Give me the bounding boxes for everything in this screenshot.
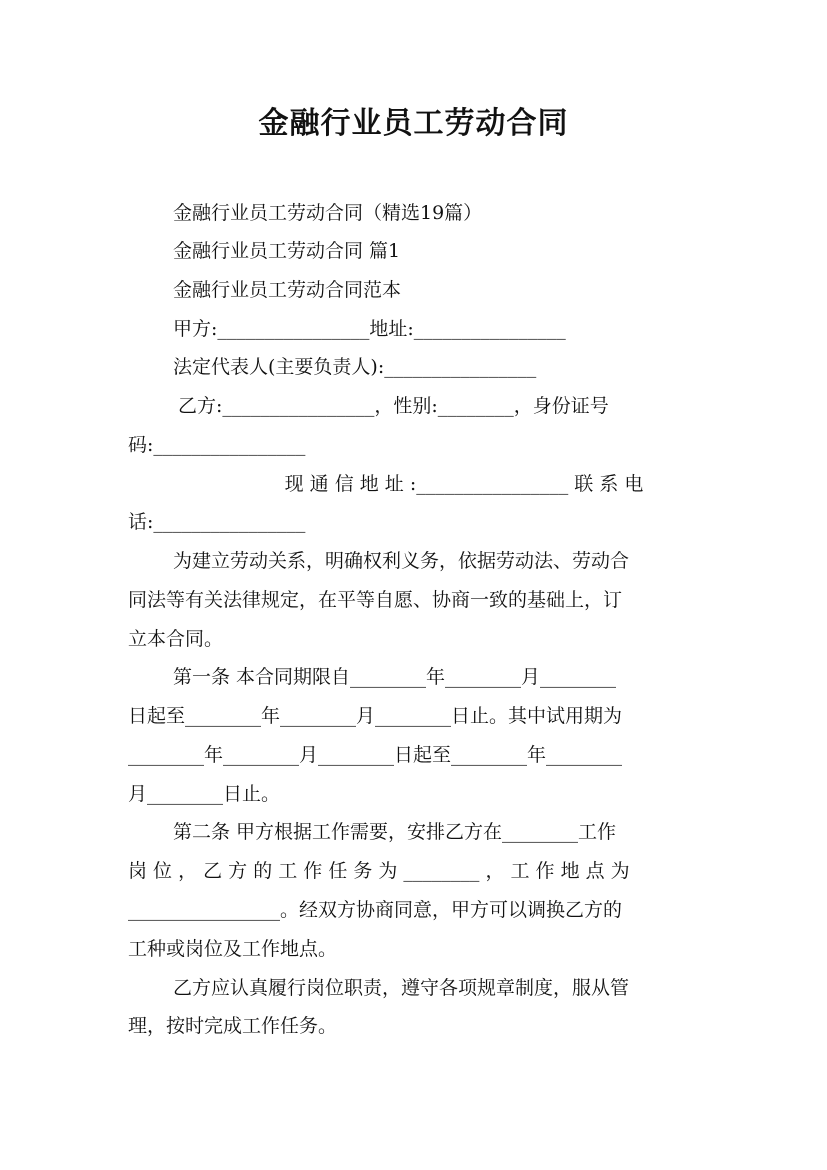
doc-line-subtitle: 金融行业员工劳动合同（精选19篇） [173,202,483,224]
doc-line-article1-4: 月________日止。 [128,783,281,805]
doc-line-article1-2: 日起至________年________月________日止。其中试用期为 [128,705,623,727]
doc-line-preamble-3: 立本合同。 [128,628,224,650]
doc-line-preamble-1: 为建立劳动关系，明确权利义务，依据劳动法、劳动合 [173,550,630,572]
doc-line-chapter: 金融行业员工劳动合同 篇1 [173,240,401,262]
doc-line-duties-1: 乙方应认真履行岗位职责，遵守各项规章制度，服从管 [173,977,630,999]
doc-line-party-b: 乙方:________________，性别:________，身份证号 [178,395,609,417]
doc-line-legal-rep: 法定代表人(主要负责人):________________ [173,356,537,378]
doc-line-id-number: 码:________________ [128,434,306,456]
doc-line-phone: 话:________________ [128,511,306,533]
doc-line-address: 现 通 信 地 址 :________________ 联 系 电 [284,473,644,495]
doc-line-article2-2: 岗 位 ， 乙 方 的 工 作 任 务 为 ________ ， 工 作 地 点 为 [128,860,630,882]
doc-line-article2-1: 第二条 甲方根据工作需要，安排乙方在________工作 [173,821,617,843]
document-title: 金融行业员工劳动合同 [258,106,569,141]
doc-line-article2-3: ________________。经双方协商同意，甲方可以调换乙方的 [128,899,623,921]
doc-line-preamble-2: 同法等有关法律规定，在平等自愿、协商一致的基础上，订 [128,589,623,611]
doc-line-article2-4: 工种或岗位及工作地点。 [128,938,338,960]
doc-line-duties-2: 理，按时完成工作任务。 [128,1015,338,1037]
doc-line-template: 金融行业员工劳动合同范本 [173,279,402,301]
doc-line-article1-3: ________年________月________日起至________年________ [128,744,623,766]
doc-line-article1-1: 第一条 本合同期限自________年________月________ [173,666,617,688]
doc-line-party-a: 甲方:________________地址:________________ [173,318,566,340]
